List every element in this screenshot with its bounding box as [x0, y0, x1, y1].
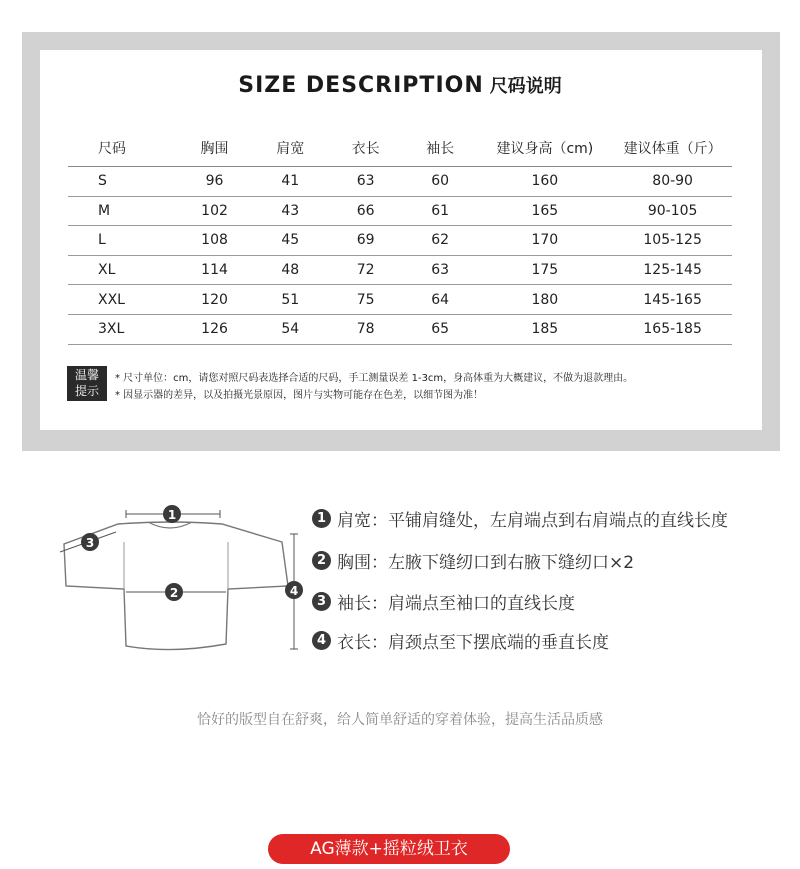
legend-text-length: 衣长：肩颈点至下摆底端的垂直长度 — [337, 633, 609, 653]
marker-4-label: 4 — [289, 584, 299, 598]
header-chest: 胸围 — [176, 130, 253, 167]
legend-number-3-icon: 3 — [312, 592, 331, 611]
header-shoulder: 肩宽 — [253, 130, 327, 167]
product-label: AG薄款+摇粒绒卫衣 — [268, 834, 510, 864]
table-row — [68, 226, 732, 256]
cell-size: M — [68, 196, 176, 226]
tagline: 恰好的版型自在舒爽，给人简单舒适的穿着体验，提高生活品质感 — [197, 712, 603, 728]
cell-shoulder: 43 — [253, 196, 327, 226]
cell-length: 72 — [328, 255, 404, 285]
legend-text-shoulder: 肩宽：平铺肩缝处，左肩端点到右肩端点的直线长度 — [337, 511, 728, 531]
table-row — [68, 196, 732, 226]
cell-height: 175 — [476, 255, 613, 285]
cell-size: S — [68, 167, 176, 197]
legend-number-2-icon: 2 — [312, 551, 331, 570]
cell-shoulder: 45 — [253, 226, 327, 256]
cell-length: 78 — [328, 314, 404, 344]
cell-chest: 102 — [176, 196, 253, 226]
legend-shoulder — [312, 506, 728, 531]
marker-1-label: 1 — [167, 508, 177, 522]
cell-height: 160 — [476, 167, 613, 197]
cell-chest: 114 — [176, 255, 253, 285]
legend-text-chest: 胸围：左腋下缝纫口到右腋下缝纫口×2 — [337, 553, 635, 573]
header-height: 建议身高（cm) — [476, 130, 613, 167]
cell-chest: 96 — [176, 167, 253, 197]
cell-height: 170 — [476, 226, 613, 256]
legend-number-4-icon: 4 — [312, 631, 331, 650]
table-row — [68, 167, 732, 197]
legend-sleeve — [312, 589, 575, 614]
cell-size: L — [68, 226, 176, 256]
cell-weight: 105-125 — [613, 226, 732, 256]
table-row — [68, 314, 732, 344]
tip-text-1: * 尺寸单位：cm，请您对照尺码表选择合适的尺码，手工测量误差 1-3cm，身高体重为大概建议，不做为退款理由。 — [115, 373, 634, 384]
tips-badge — [67, 366, 107, 401]
cell-length: 69 — [328, 226, 404, 256]
cell-weight: 165-185 — [613, 314, 732, 344]
cell-shoulder: 51 — [253, 285, 327, 315]
garment-measure-diagram — [50, 494, 320, 664]
legend-text-sleeve: 袖长：肩端点至袖口的直线长度 — [337, 594, 575, 614]
cell-sleeve: 60 — [404, 167, 477, 197]
cell-height: 165 — [476, 196, 613, 226]
cell-chest: 120 — [176, 285, 253, 315]
cell-height: 180 — [476, 285, 613, 315]
size-title — [0, 72, 800, 98]
tips-badge-line2: 提示 — [74, 384, 99, 398]
tip-text-2: * 因显示器的差异，以及拍摄光景原因，图片与实物可能存在色差，以细节图为准！ — [115, 390, 484, 401]
cell-weight: 90-105 — [613, 196, 732, 226]
cell-size: XL — [68, 255, 176, 285]
cell-weight: 145-165 — [613, 285, 732, 315]
cell-sleeve: 63 — [404, 255, 477, 285]
title-english: SIZE DESCRIPTION — [238, 73, 484, 98]
cell-size: XXL — [68, 285, 176, 315]
cell-length: 63 — [328, 167, 404, 197]
shirt-collar — [148, 522, 192, 528]
table-header-row — [68, 130, 732, 167]
table-row — [68, 255, 732, 285]
cell-sleeve: 65 — [404, 314, 477, 344]
cell-sleeve: 61 — [404, 196, 477, 226]
legend-chest — [312, 548, 634, 573]
marker-2-label: 2 — [169, 586, 179, 600]
cell-height: 185 — [476, 314, 613, 344]
legend-length — [312, 628, 609, 653]
header-size: 尺码 — [68, 130, 176, 167]
header-weight: 建议体重（斤） — [613, 130, 732, 167]
cell-shoulder: 54 — [253, 314, 327, 344]
cell-sleeve: 64 — [404, 285, 477, 315]
header-length: 衣长 — [328, 130, 404, 167]
title-chinese: 尺码说明 — [489, 76, 562, 97]
cell-size: 3XL — [68, 314, 176, 344]
cell-chest: 108 — [176, 226, 253, 256]
cell-shoulder: 41 — [253, 167, 327, 197]
cell-length: 75 — [328, 285, 404, 315]
cell-sleeve: 62 — [404, 226, 477, 256]
cell-weight: 80-90 — [613, 167, 732, 197]
cell-length: 66 — [328, 196, 404, 226]
cell-shoulder: 48 — [253, 255, 327, 285]
cell-chest: 126 — [176, 314, 253, 344]
legend-number-1-icon: 1 — [312, 509, 331, 528]
marker-3-label: 3 — [85, 536, 95, 550]
table-row — [68, 285, 732, 315]
cell-weight: 125-145 — [613, 255, 732, 285]
header-sleeve: 袖长 — [404, 130, 477, 167]
size-table — [68, 130, 732, 345]
tips-badge-line1: 温馨 — [74, 368, 99, 382]
